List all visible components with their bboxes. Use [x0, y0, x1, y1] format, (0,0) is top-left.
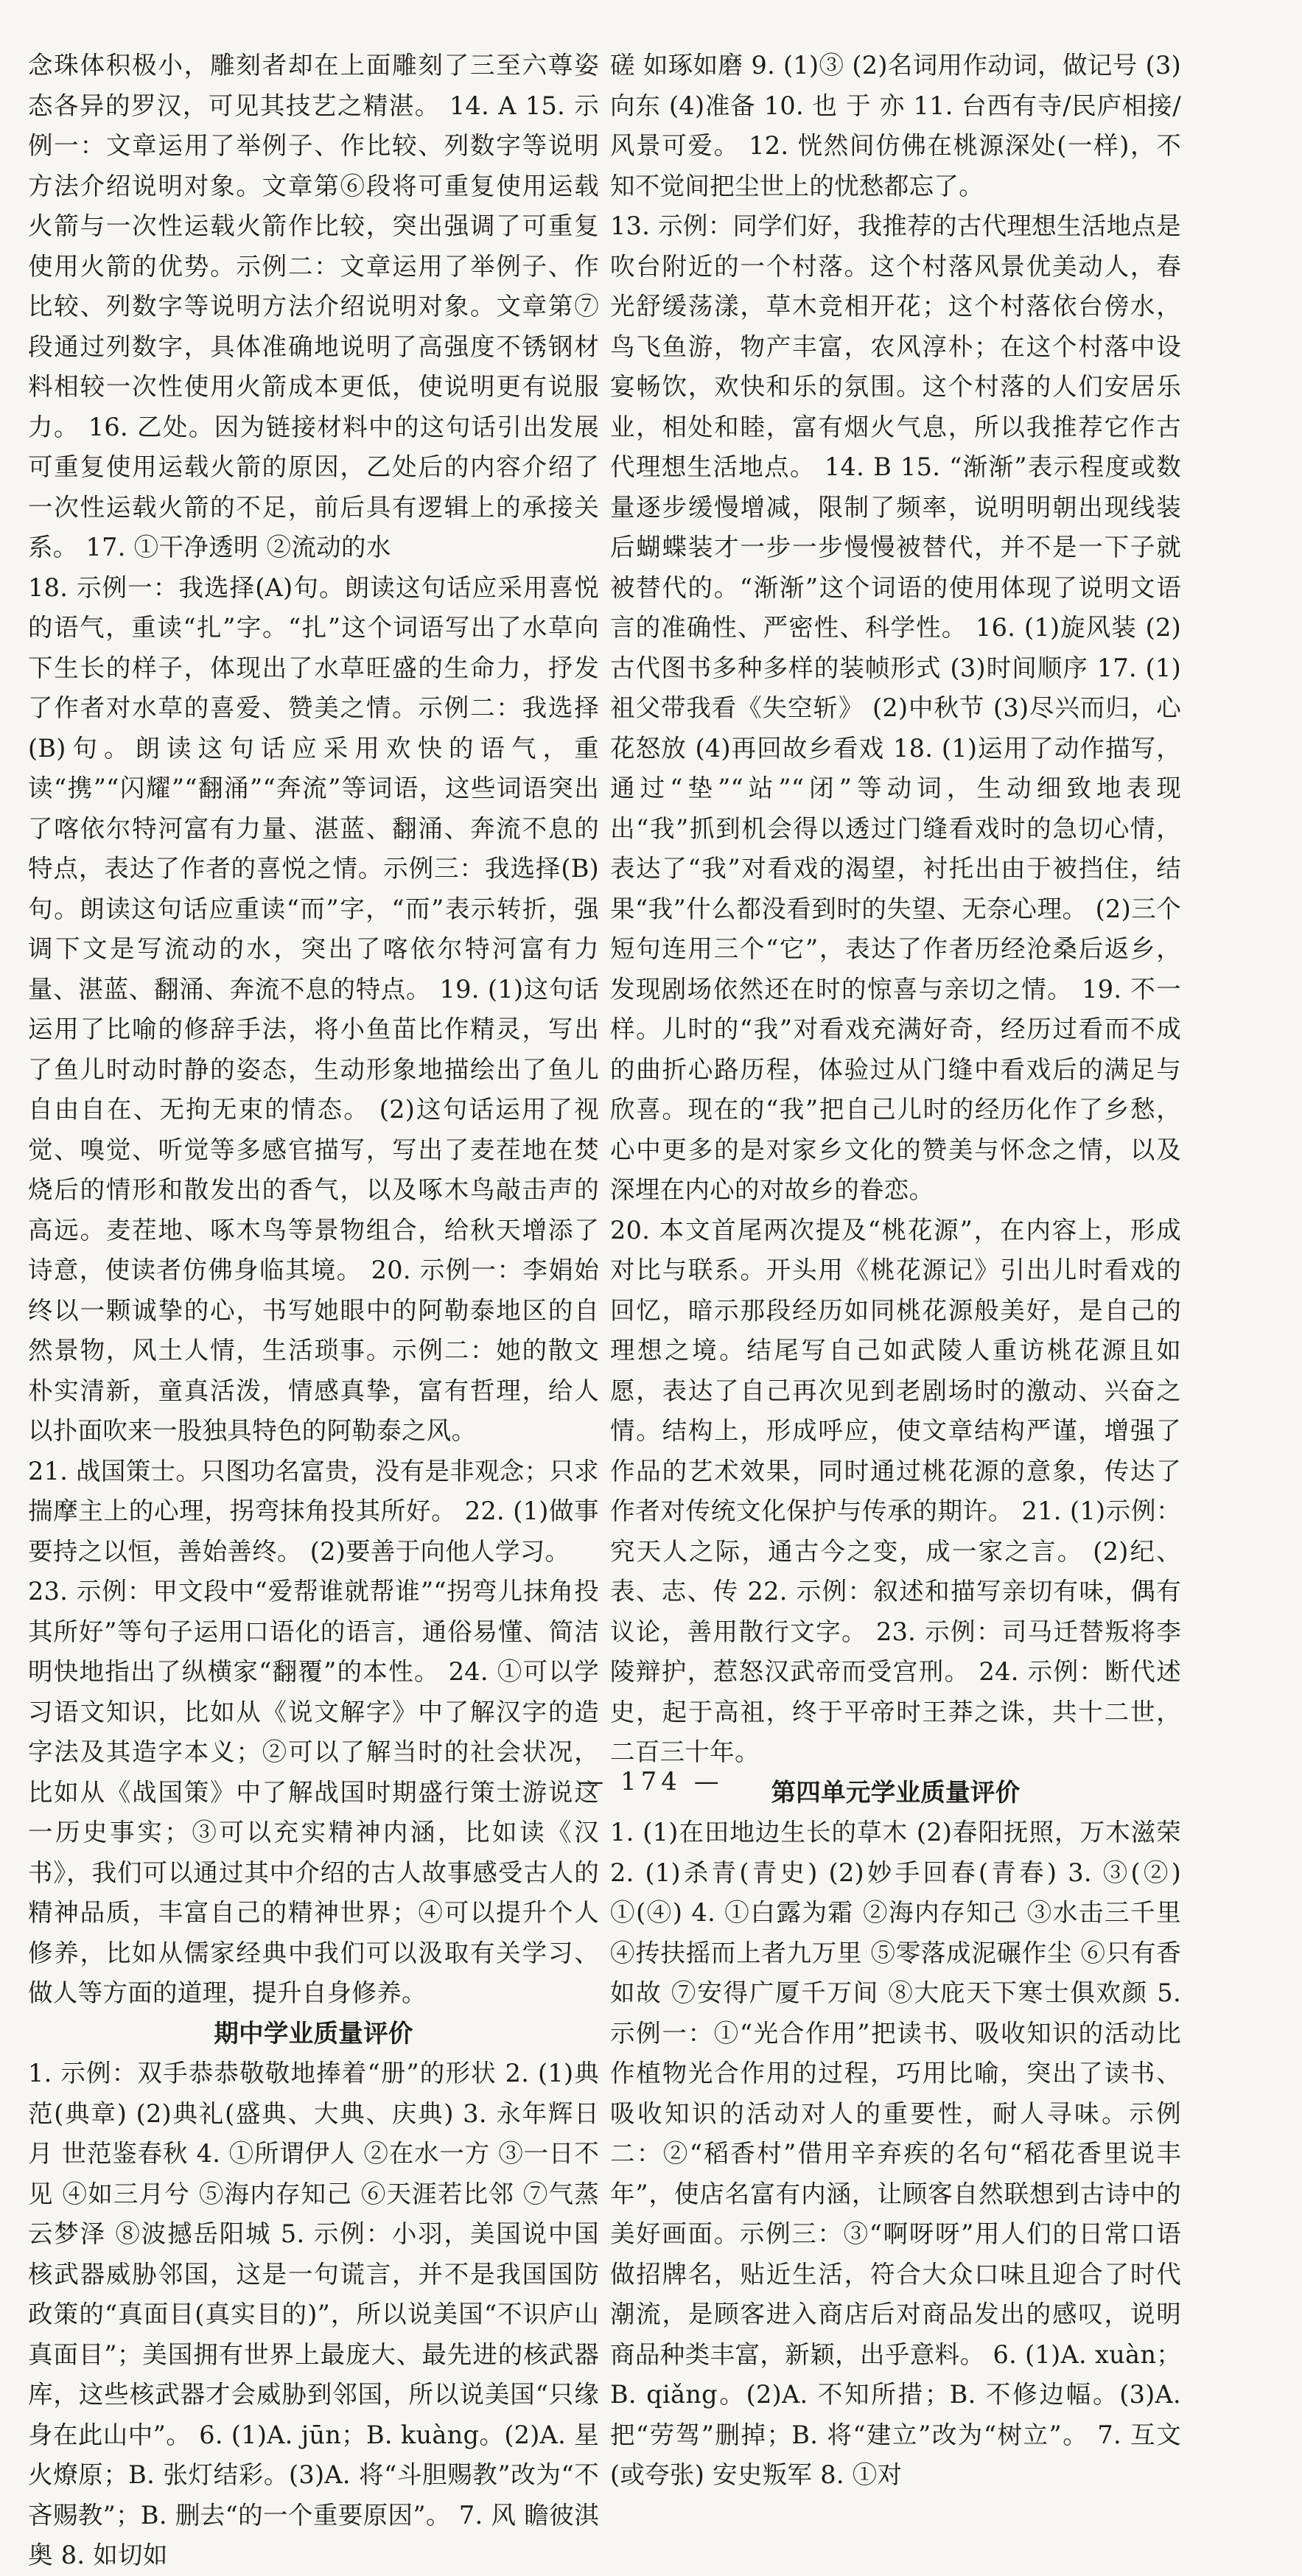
midterm-answers: 1. 示例：双手恭恭敬敬地捧着“册”的形状 2. (1)典范(典章) (2)典礼(盛典、大典、庆典) 3. 永年辉日月 世范鉴春秋 4. ①所谓伊人 ②在水一方 ③一日不见 ④如三月兮 ⑤海内存知己 ⑥天涯若比邻 ⑦气蒸云梦泽 ⑧波撼岳阳城 5. 示例：小羽，美国说中国核武器威胁邻国，这是一句谎言，并不是我国国防政策的“真面目(真实目的)”，所以说美国“不识庐山真面目”；美国拥有世界上最庞大、最先进的核武器库，这些核武器才会威胁到邻国，所以说美国“只缘身在此山中”。 6. (1)A. jūn；B. kuàng。(2)A. 星火燎原；B. 张灯结彩。(3)A. 将“斗胆赐教”改为“不吝赐教”；B. 删去“的一个重要原因”。 7. 风 瞻彼淇奥 8. 如切如: [28, 2059, 599, 2569]
unit4-section-title: 第四单元学业质量评价: [771, 1777, 1021, 1807]
answer-paragraph-1: 念珠体积极小，雕刻者却在上面雕刻了三至六尊姿态各异的罗汉，可见其技艺之精湛。 14. A 15. 示例一：文章运用了举例子、作比较、列数字等说明方法介绍说明对象。文章第⑥段将可重复使用运载火箭与一次性运载火箭作比较，突出强调了可重复使用火箭的优势。示例二：文章运用了举例子、作比较、列数字等说明方法介绍说明对象。文章第⑦段通过列数字，具体准确地说明了高强度不锈钢材料相较一次性使用火箭成本更低，使说明更有说服力。 16. 乙处。因为链接材料中的这句话引出发展可重复使用运载火箭的原因，乙处后的内容介绍了一次性运载火箭的不足，前后具有逻辑上的承接关系。 17. ①干净透明 ②流动的水: [28, 51, 599, 561]
left-column: [28, 46, 599, 2576]
answer-paragraph-5: 磋 如琢如磨 9. (1)③ (2)名词用作动词，做记号 (3)向东 (4)准备 10. 也 于 亦 11. 台西有寺/民庐相接/风景可爱。 12. 恍然间仿佛在桃源深处(一样)，不知不觉间把尘世上的忧愁都忘了。: [610, 51, 1181, 200]
answer-paragraph-7: 20. 本文首尾两次提及“桃花源”，在内容上，形成对比与联系。开头用《桃花源记》引出儿时看戏的回忆，暗示那段经历如同桃花源般美好，是自己的理想之境。结尾写自己如武陵人重访桃花源且如愿，表达了自己再次见到老剧场时的激动、兴奋之情。结构上，形成呼应，使文章结构严谨，增强了作品的艺术效果，同时通过桃花源的意象，传达了作者对传统文化保护与传承的期许。 21. (1)示例：究天人之际，通古今之变，成一家之言。 (2)纪、表、志、传 22. 示例：叙述和描写亲切有味，偶有议论，善用散行文字。 23. 示例：司马迁替叛将李陵辩护，惹怒汉武帝而受宫刑。 24. 示例：断代述史，起于高祖，终于平帝时王莽之诛，共十二世，二百三十年。: [610, 1215, 1181, 1766]
right-column: [610, 46, 1181, 2496]
answer-paragraph-2: 18. 示例一：我选择(A)句。朗读这句话应采用喜悦的语气，重读“扎”字。“扎”这个词语写出了水草向下生长的样子，体现出了水草旺盛的生命力，抒发了作者对水草的喜爱、赞美之情。示例二：我选择(B)句。朗读这句话应采用欢快的语气，重读“携”“闪耀”“翻涌”“奔流”等词语，这些词语突出了喀依尔特河富有力量、湛蓝、翻涌、奔流不息的特点，表达了作者的喜悦之情。示例三：我选择(B)句。朗读这句话应重读“而”字，“而”表示转折，强调下文是写流动的水，突出了喀依尔特河富有力量、湛蓝、翻涌、奔流不息的特点。 19. (1)这句话运用了比喻的修辞手法，将小鱼苗比作精灵，写出了鱼儿时动时静的姿态，生动形象地描绘出了鱼儿自由自在、无拘无束的情态。 (2)这句话运用了视觉、嗅觉、听觉等多感官描写，写出了麦茬地在焚烧后的情形和散发出的香气，以及啄木鸟敲击声的高远。麦茬地、啄木鸟等景物组合，给秋天增添了诗意，使读者仿佛身临其境。 20. 示例一：李娟始终以一颗诚挚的心，书写她眼中的阿勒泰地区的自然景物，风土人情，生活琐事。示例二：她的散文朴实清新，童真活泼，情感真挚，富有哲理，给人以扑面吹来一股独具特色的阿勒泰之风。: [28, 573, 599, 1445]
unit4-answers: 1. (1)在田地边生长的草木 (2)春阳抚照，万木滋荣 2. (1)杀青(青史) (2)妙手回春(青春) 3. ③(②) ①(④) 4. ①白露为霜 ②海内存知己 ③水击三千里 ④抟扶摇而上者九万里 ⑤零落成泥碾作尘 ⑥只有香如故 ⑦安得广厦千万间 ⑧大庇天下寒士俱欢颜 5. 示例一：①“光合作用”把读书、吸收知识的活动比作植物光合作用的过程，巧用比喻，突出了读书、吸收知识的活动对人的重要性，耐人寻味。示例二：②“稻香村”借用辛弃疾的名句“稻花香里说丰年”，使店名富有内涵，让顾客自然联想到古诗中的美好画面。示例三：③“啊呀呀”用人们的日常口语做招牌名，贴近生活，符合大众口味且迎合了时代潮流，是顾客进入商店后对商品发出的感叹，说明商品种类丰富，新颖，出乎意料。 6. (1)A. xuàn；B. qiǎng。(2)A. 不知所措；B. 不修边幅。(3)A. 把“劳驾”删掉；B. 将“建立”改为“树立”。 7. 互文(或夸张) 安史叛军 8. ①对: [610, 1818, 1181, 2489]
answer-paragraph-4: 23. 示例：甲文段中“爱帮谁就帮谁”“拐弯儿抹角投其所好”等句子运用口语化的语言，通俗易懂、简洁明快地指出了纵横家“翻覆”的本性。 24. ①可以学习语文知识，比如从《说文解字》中了解汉字的造字法及其造字本义；②可以了解当时的社会状况，比如从《战国策》中了解战国时期盛行策士游说这一历史事实；③可以充实精神内涵，比如读《汉书》，我们可以通过其中介绍的古人故事感受古人的精神品质，丰富自己的精神世界；④可以提升个人修养，比如从儒家经典中我们可以汲取有关学习、做人等方面的道理，提升自身修养。: [28, 1577, 599, 2007]
answer-paragraph-3: 21. 战国策士。只图功名富贵，没有是非观念；只求揣摩主上的心理，拐弯抹角投其所好。 22. (1)做事要持之以恒，善始善终。 (2)要善于向他人学习。: [28, 1456, 599, 1566]
answer-paragraph-6: 13. 示例：同学们好，我推荐的古代理想生活地点是吹台附近的一个村落。这个村落风景优美动人，春光舒缓荡漾，草木竞相开花；这个村落依台傍水，鸟飞鱼游，物产丰富，农风淳朴；在这个村落中设宴畅饮，欢快和乐的氛围。这个村落的人们安居乐业，相处和睦，富有烟火气息，所以我推荐它作古代理想生活地点。 14. B 15. “渐渐”表示程度或数量逐步缓慢增减，限制了频率，说明明朝出现线装后蝴蝶装才一步一步慢慢被替代，并不是一下子就被替代的。“渐渐”这个词语的使用体现了说明文语言的准确性、严密性、科学性。 16. (1)旋风装 (2)古代图书多种多样的装帧形式 (3)时间顺序 17. (1)祖父带我看《失空斩》 (2)中秋节 (3)尽兴而归，心花怒放 (4)再回故乡看戏 18. (1)运用了动作描写，通过“垫”“站”“闭”等动词，生动细致地表现出“我”抓到机会得以透过门缝看戏时的急切心情，表达了“我”对看戏的渴望，衬托出由于被挡住，结果“我”什么都没看到时的失望、无奈心理。 (2)三个短句连用三个“它”，表达了作者历经沧桑后返乡，发现剧场依然还在时的惊喜与亲切之情。 19. 不一样。儿时的“我”对看戏充满好奇，经历过看而不成的曲折心路历程，体验过从门缝中看戏后的满足与欣喜。现在的“我”把自己儿时的经历化作了乡愁，心中更多的是对家乡文化的赞美与怀念之情，以及深埋在内心的对故乡的眷恋。: [610, 211, 1181, 1204]
page-number: — 174 —: [578, 1767, 724, 1796]
midterm-section-title: 期中学业质量评价: [214, 2018, 413, 2048]
